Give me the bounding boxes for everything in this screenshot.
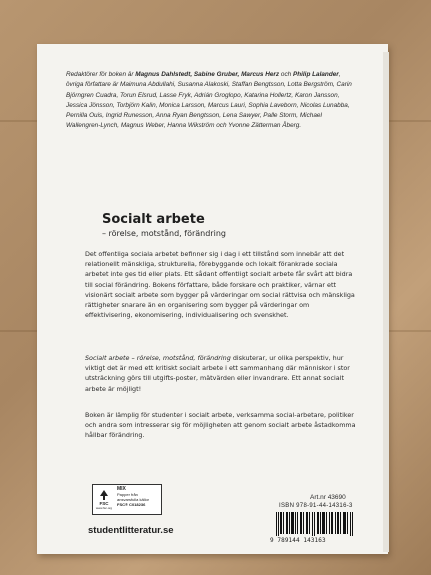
- fsc-label: [92, 484, 162, 515]
- credits-and: och: [279, 71, 293, 78]
- article-number: Art.nr 43690: [310, 494, 346, 501]
- book-subtitle: – rörelse, motstånd, förändring: [102, 229, 226, 238]
- blurb-paragraph-3: Boken är lämplig för studenter i socialt arbete, verksamma social-arbetare, politiker och andra som intresserar sig för möjligheten att genom socialt arbete åstadkomma hållbar förändring.: [85, 411, 356, 440]
- credits-other-authors: , övriga författare är Maimuna Abdullahi, Susanna Alakoski, Staffan Bengtsson, Lotta Bergström, Carin Björngren Cuadra, Torun Elsrud, Lasse Fryk, Adrián Groglopo, Katarina Hollertz, Karon Jansson, Jessica Jönsson, Torbjörn Kalin, Monica Larsson, Marcus Lauri, Sophia Laveborn, Nicolas Lunabba, Pernilla Ouis, Ingrid Runesson, Anna Ryan Bengtsson, Lena Sawyer, Palle Storm, Michael Wallengren-Lynch, Magnus Weber, Hanna Wikström och Yvonne Zätterman Åberg.: [66, 71, 352, 130]
- barcode-number: 9 789144 143163: [270, 537, 326, 544]
- fsc-mix: MIX: [117, 486, 126, 492]
- blurb-title-ref: Socialt arbete – rörelse, motstånd, förändring: [85, 354, 231, 362]
- fsc-code: FSC® C018236: [117, 502, 146, 507]
- blurb-paragraph-2-text: diskuterar, ur olika perspektiv, hur viktigt det är med ett kritiskt socialt arbete i ett sammanhang där människor i stor utsträckning görs till utgifts-poster, mätvärden eller invandrare. Ett annat socialt arbete är möjligt!: [85, 354, 350, 393]
- fsc-line-1: Papper från: [117, 492, 138, 497]
- blurb-paragraph-1: Det offentliga sociala arbetet befinner sig i dag i ett tillstånd som innebär att det relationellt mänskliga, strukturella, förebyggande och lokalt förankrade sociala arbetet inte ges tid eller plats. Ett sådant offentligt socialt arbete får svårt att bidra till social förändring. Bokens författare, både forskare och praktiker, värnar ett visionärt socialt arbete som bygger på värderingar om social rättvisa och mänskliga rättigheter snarare än en organisering som bygger på värderingar om effektivisering, ekonomisering, individualisering och svenskhet.: [85, 250, 355, 320]
- fsc-text-block: [115, 485, 161, 514]
- fsc-logo-text: FSC: [99, 500, 109, 506]
- author-credits: [66, 70, 356, 132]
- fsc-tree-icon: [93, 485, 115, 514]
- blurb-paragraph-2: [85, 353, 357, 394]
- credits-editor-last: Philip Lalander: [292, 71, 339, 78]
- isbn-barcode: [276, 512, 355, 536]
- fsc-line-2: ansvarsfulla källor: [117, 497, 150, 502]
- isbn-text: ISBN 978-91-44-14316-3: [279, 503, 353, 509]
- credits-editors: Magnus Dahlstedt, Sabine Gruber, Marcus Herz: [135, 71, 280, 78]
- book-page-edge: [383, 52, 389, 552]
- book-title: Socialt arbete: [102, 212, 205, 227]
- credits-prefix: Redaktörer för boken är: [66, 71, 136, 78]
- publisher-website: studentlitteratur.se: [88, 525, 174, 536]
- fsc-url: www.fsc.org: [95, 505, 113, 510]
